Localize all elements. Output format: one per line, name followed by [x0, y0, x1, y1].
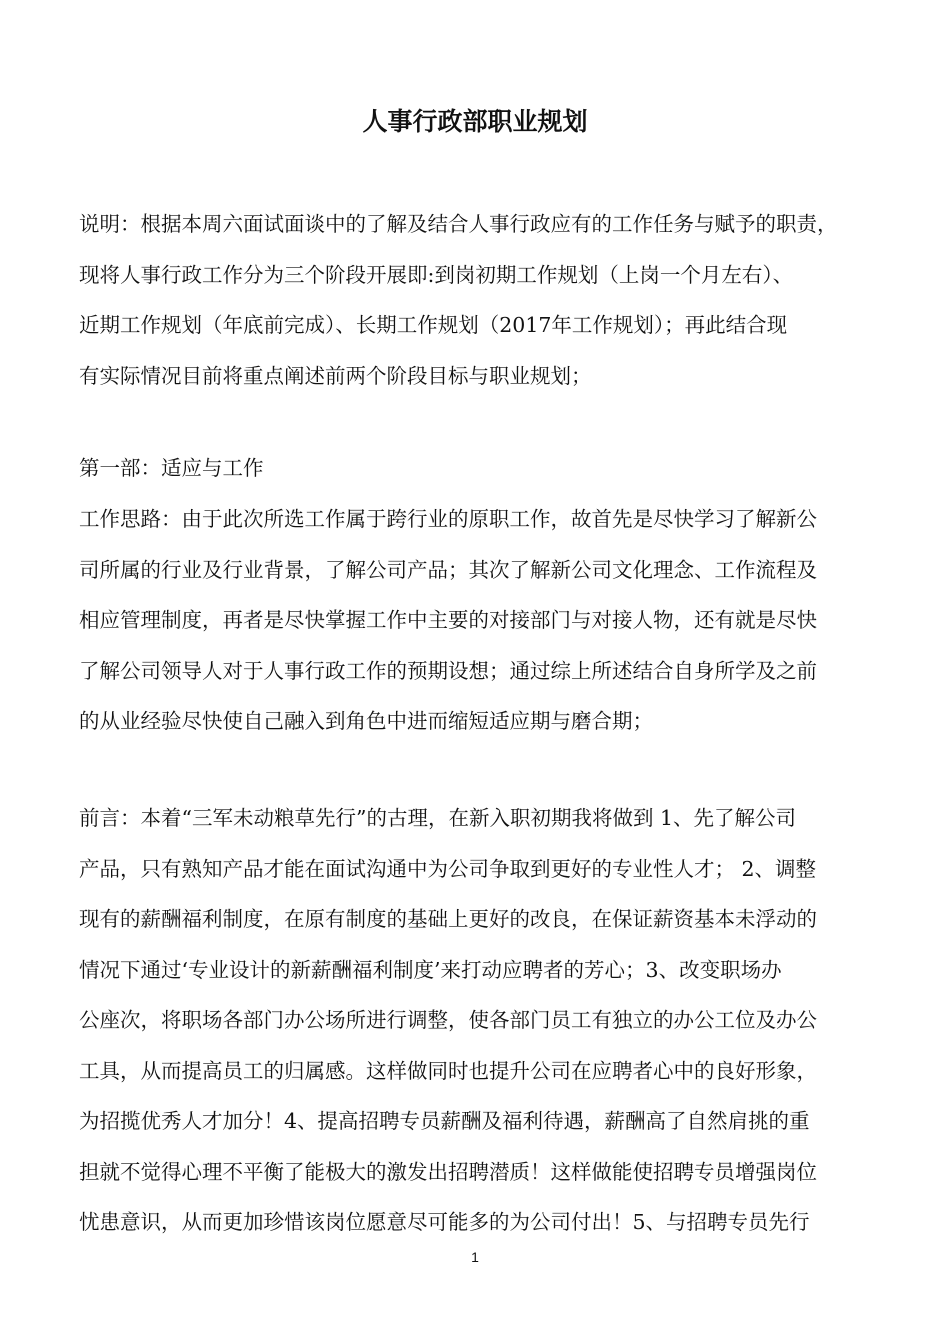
preface-line: 情况下通过‘专业设计的新薪酬福利制度’来打动应聘者的芳心；3、改变职场办 [79, 957, 782, 982]
work-thinking-line: 工作思路：由于此次所选工作属于跨行业的原职工作，故首先是尽快学习了解新公 [79, 507, 817, 531]
preface-line: 工具，从而提高员工的归属感。这样做同时也提升公司在应聘者心中的良好形象， [79, 1058, 817, 1083]
intro-paragraph [79, 199, 887, 401]
intro-line: 说明：根据本周六面试面谈中的了解及结合人事行政应有的工作任务与赋予的职责， [79, 212, 838, 236]
preface-line: 忧患意识，从而更加珍惜该岗位愿意尽可能多的为公司付出！5、与招聘专员先行 [79, 1210, 810, 1234]
work-thinking-line: 相应管理制度，再者是尽快掌握工作中主要的对接部门与对接人物，还有就是尽快 [79, 608, 817, 632]
preface-line: 为招揽优秀人才加分！4、提高招聘专员薪酬及福利待遇，薪酬高了自然肩挑的重 [79, 1109, 810, 1133]
intro-line: 近期工作规划（年底前完成）、长期工作规划（2017年工作规划）；再此结合现 [79, 313, 788, 337]
section-heading-text: 第一部：适应与工作 [79, 456, 264, 480]
preface-line: 公座次，将职场各部门办公场所进行调整，使各部门员工有独立的办公工位及办公 [79, 1008, 817, 1032]
work-thinking-line: 司所属的行业及行业背景，了解公司产品；其次了解新公司文化理念、工作流程及 [79, 557, 817, 582]
document-title: 人事行政部职业规划 [362, 107, 588, 136]
preface-paragraph [79, 793, 887, 1248]
preface-line: 产品，只有熟知产品才能在面试沟通中为公司争取到更好的专业性人才； 2、调整 [79, 856, 817, 881]
section-heading [79, 443, 887, 494]
preface-line: 担就不觉得心理不平衡了能极大的激发出招聘潜质！这样做能使招聘专员增强岗位 [79, 1159, 817, 1184]
work-thinking-line: 的从业经验尽快使自己融入到角色中进而缩短适应期与磨合期； [79, 709, 653, 733]
page-number: 1 [471, 1249, 479, 1265]
preface-line: 前言：本着“三军未动粮草先行”的古理，在新入职初期我将做到 1、先了解公司 [79, 806, 797, 830]
preface-line: 现有的薪酬福利制度，在原有制度的基础上更好的改良，在保证薪资基本未浮动的 [79, 907, 817, 931]
intro-line: 有实际情况目前将重点阐述前两个阶段目标与职业规划； [79, 363, 592, 388]
work-thinking-paragraph [79, 494, 887, 747]
intro-line: 现将人事行政工作分为三个阶段开展即:到岗初期工作规划（上岗一个月左右）、 [79, 262, 794, 287]
work-thinking-line: 了解公司领导人对于人事行政工作的预期设想；通过综上所述结合自身所学及之前 [79, 658, 817, 683]
